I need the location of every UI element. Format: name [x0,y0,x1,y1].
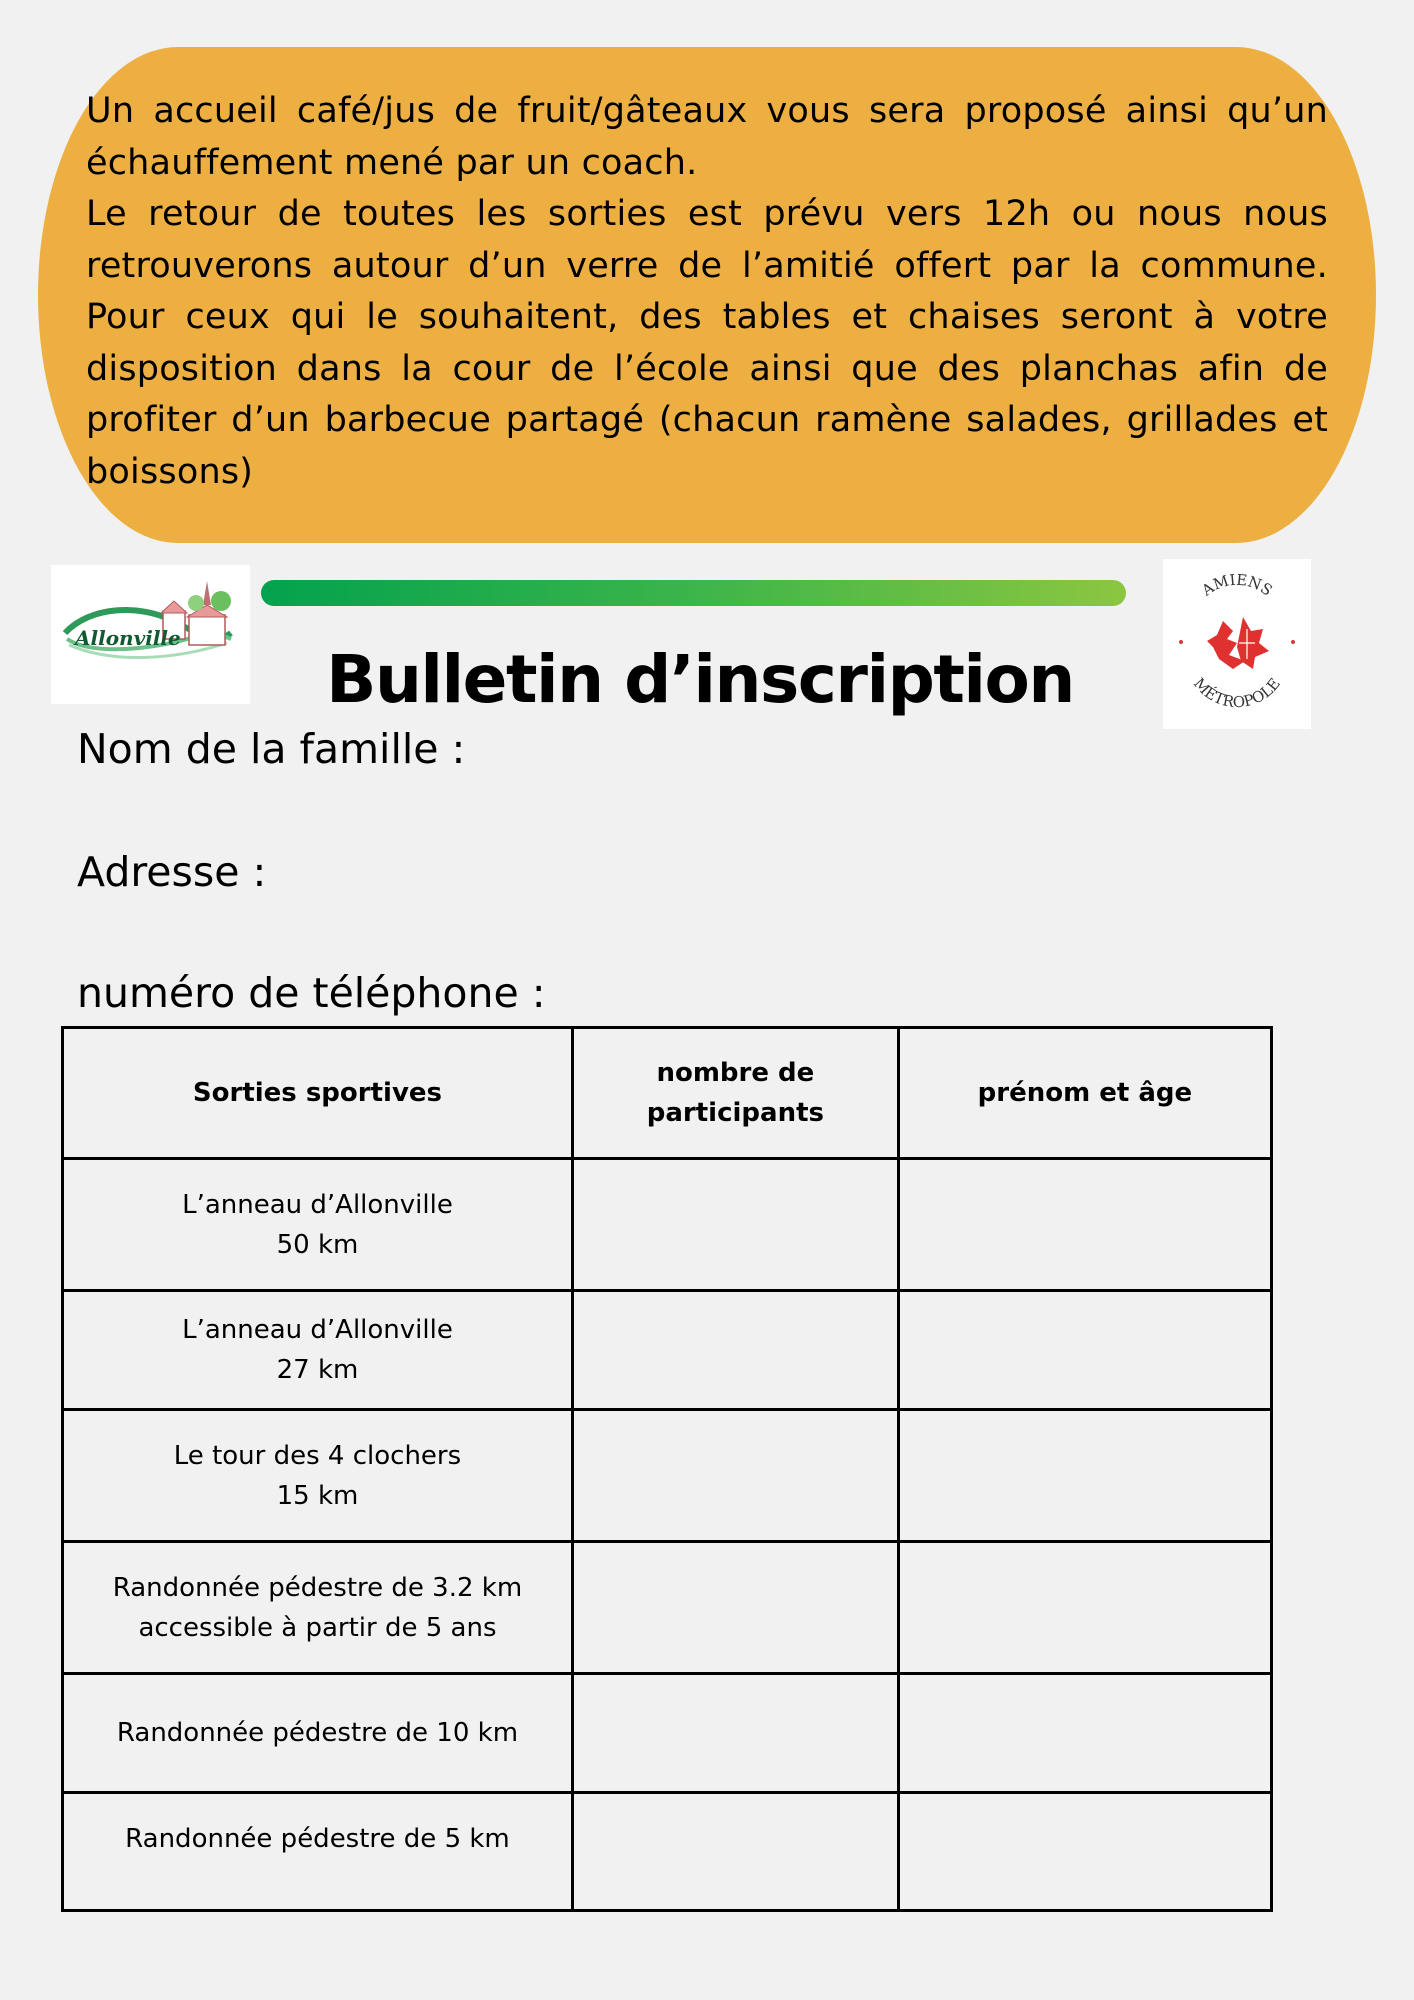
table-row [63,1291,1272,1410]
table-header-row [63,1028,1272,1159]
activity-cell: Randonnée pédestre de 3.2 km accessible à partir de 5 ans [63,1542,573,1674]
participants-count-cell[interactable] [572,1674,898,1793]
green-divider-bar [261,580,1126,606]
activity-cell: Le tour des 4 clochers 15 km [63,1410,573,1542]
allonville-logo-image [51,565,250,704]
logo-text-metropole: MÉTROPOLE [1189,674,1284,712]
header-nombre-participants: nombre de participants [572,1028,898,1159]
table-row [63,1542,1272,1674]
name-age-cell[interactable] [898,1291,1271,1410]
participants-count-cell[interactable] [572,1542,898,1674]
field-label-family-name: Nom de la famille : [77,725,466,773]
header-prenom-age: prénom et âge [898,1028,1271,1159]
amiens-metropole-logo [1163,559,1311,729]
header-sorties-sportives: Sorties sportives [63,1028,573,1159]
name-age-cell[interactable] [898,1793,1271,1911]
activity-cell: Randonnée pédestre de 5 km [63,1793,573,1911]
page-title: Bulletin d’inscription [326,641,1074,718]
info-paragraph-2: Le retour de toutes les sorties est prévu vers 12h ou nous nous retrouverons autour d’un verre de l’amitié offert par la commune. Pour ceux qui le souhaitent, des tables et chaises seront à votre disposition dans la cour de l’école ainsi que des planchas afin de profiter d’un barbecue partagé (chacun ramène salades, grillades et boissons) [86,194,1328,492]
name-age-cell[interactable] [898,1674,1271,1793]
field-label-address: Adresse : [77,848,267,896]
allonville-logo [51,565,250,704]
svg-text:MÉTROPOLE [1190,674,1284,711]
participants-count-cell[interactable] [572,1291,898,1410]
name-age-cell[interactable] [898,1159,1271,1291]
table-row [63,1674,1272,1793]
info-paragraph-1: Un accueil café/jus de fruit/gâteaux vous sera proposé ainsi qu’un échauffement mené par un coach. [86,91,1328,183]
activity-cell: Randonnée pédestre de 10 km [63,1674,573,1793]
table-row [63,1159,1272,1291]
logo-text-amiens: AMIENS [1198,570,1276,600]
allonville-logo-text: Allonville [75,626,181,650]
info-text [86,86,1328,498]
svg-text:AMIENS [1198,571,1276,600]
field-label-phone: numéro de téléphone : [77,969,546,1017]
name-age-cell[interactable] [898,1410,1271,1542]
participants-count-cell[interactable] [572,1793,898,1911]
participants-count-cell[interactable] [572,1410,898,1542]
name-age-cell[interactable] [898,1542,1271,1674]
amiens-metropole-logo-image [1163,559,1311,729]
registration-table [61,1026,1273,1912]
table-row [63,1793,1272,1911]
activity-cell: L’anneau d’Allonville 50 km [63,1159,573,1291]
activity-cell: L’anneau d’Allonville 27 km [63,1291,573,1410]
participants-count-cell[interactable] [572,1159,898,1291]
table-row [63,1410,1272,1542]
